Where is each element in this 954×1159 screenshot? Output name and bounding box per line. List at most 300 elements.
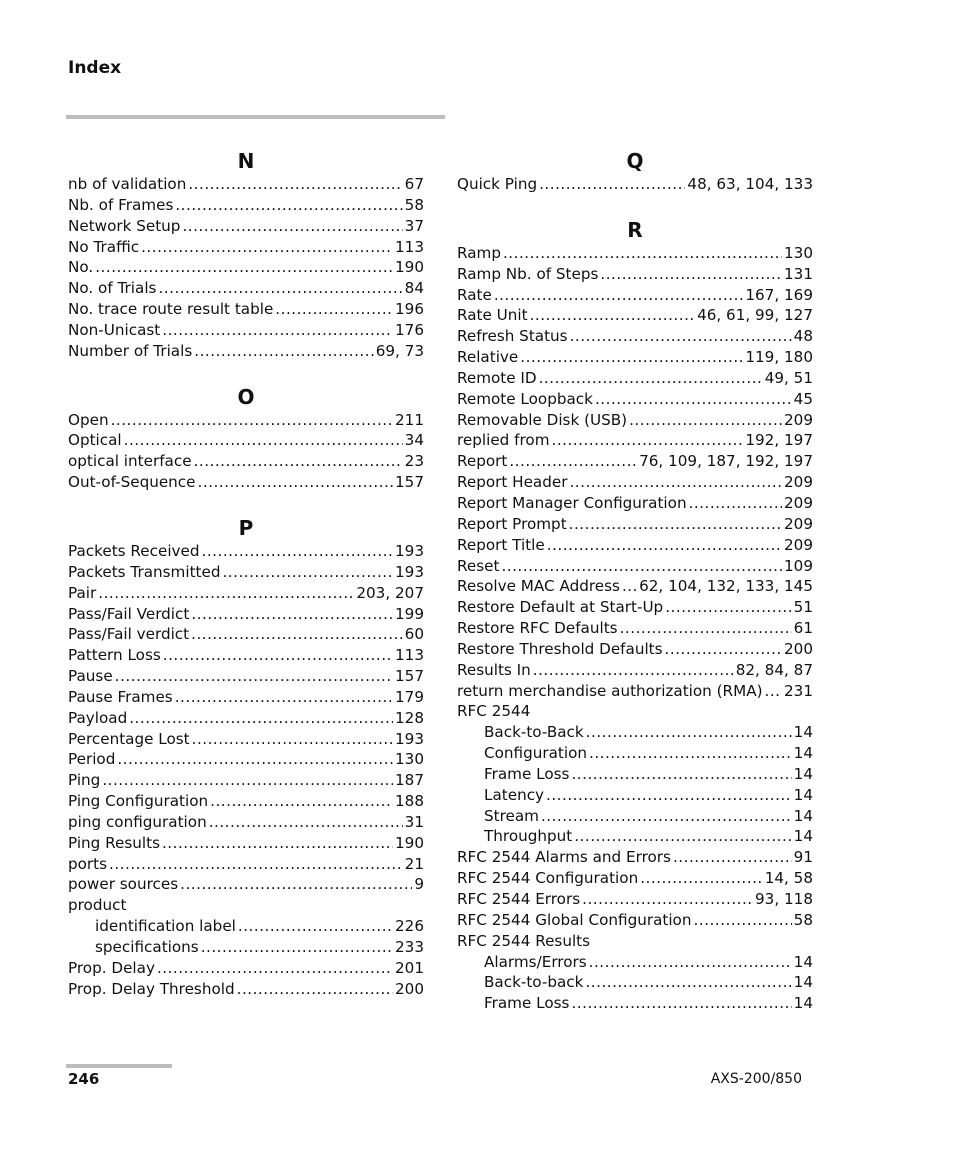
index-subentry xyxy=(457,972,813,993)
product-model: AXS-200/850 xyxy=(710,1071,802,1087)
index-entry xyxy=(457,597,813,618)
index-entry xyxy=(457,389,813,410)
index-pages: 190 xyxy=(395,833,424,852)
index-pages: 14 xyxy=(793,744,813,763)
index-pages: 199 xyxy=(395,604,424,623)
dot-leader xyxy=(665,597,791,618)
index-term: Remote ID xyxy=(457,368,537,387)
dot-leader xyxy=(620,618,792,639)
dot-leader xyxy=(222,562,393,583)
section-gap xyxy=(68,362,424,384)
index-term: Stream xyxy=(484,806,539,825)
index-entry xyxy=(68,604,424,625)
index-pages: 157 xyxy=(395,473,424,492)
index-entry xyxy=(457,847,813,868)
index-pages: 14 xyxy=(793,952,813,971)
index-term: Latency xyxy=(484,785,545,804)
dot-leader xyxy=(180,874,412,895)
dot-leader xyxy=(589,952,792,973)
index-pages: 167, 169 xyxy=(745,285,813,304)
index-pages: 34 xyxy=(404,431,424,450)
dot-leader xyxy=(194,451,403,472)
index-entry xyxy=(457,305,813,326)
index-subentry xyxy=(68,937,424,958)
index-pages: 14 xyxy=(793,994,813,1013)
dot-leader xyxy=(192,729,393,750)
index-pages: 211 xyxy=(395,410,424,429)
index-term: Resolve MAC Address xyxy=(457,577,620,596)
index-entry xyxy=(68,320,424,341)
index-pages: 200 xyxy=(784,639,813,658)
dot-leader xyxy=(533,660,734,681)
index-pages: 201 xyxy=(395,958,424,977)
index-pages: 196 xyxy=(395,300,424,319)
index-pages: 200 xyxy=(395,979,424,998)
index-term: Restore Threshold Defaults xyxy=(457,639,663,658)
index-entry xyxy=(68,895,424,916)
dot-leader xyxy=(210,791,393,812)
index-term: Report Prompt xyxy=(457,514,567,533)
dot-leader xyxy=(158,278,402,299)
index-entry xyxy=(68,770,424,791)
index-pages: 46, 61, 99, 127 xyxy=(697,306,813,325)
index-term: Alarms/Errors xyxy=(484,952,587,971)
index-pages: 9 xyxy=(414,875,424,894)
index-entry xyxy=(457,681,813,702)
index-pages: 37 xyxy=(404,216,424,235)
index-pages: 131 xyxy=(784,264,813,283)
dot-leader xyxy=(129,708,393,729)
dot-leader xyxy=(595,389,792,410)
index-term: return merchandise authorization (RMA) xyxy=(457,681,763,700)
index-term: Frame Loss xyxy=(484,764,570,783)
index-entry xyxy=(68,237,424,258)
index-term: Ping Configuration xyxy=(68,792,209,811)
index-term: Remote Loopback xyxy=(457,389,593,408)
index-pages: 128 xyxy=(395,708,424,727)
index-pages: 130 xyxy=(784,243,813,262)
dot-leader xyxy=(175,687,393,708)
index-entry xyxy=(68,299,424,320)
index-entry xyxy=(68,854,424,875)
index-entry xyxy=(457,868,813,889)
section-letter: N xyxy=(237,149,255,173)
index-pages: 82, 84, 87 xyxy=(735,660,813,679)
index-entry xyxy=(457,493,813,514)
index-entry xyxy=(457,451,813,472)
index-entry xyxy=(68,341,424,362)
index-pages: 14 xyxy=(793,973,813,992)
index-term: Back-to-back xyxy=(484,973,584,992)
index-term: Network Setup xyxy=(68,216,181,235)
index-pages: 209 xyxy=(784,514,813,533)
index-entry xyxy=(68,451,424,472)
index-term: nb of validation xyxy=(68,175,187,193)
index-entry xyxy=(457,264,813,285)
index-term: RFC 2544 Results xyxy=(457,931,591,950)
index-pages: 14 xyxy=(793,806,813,825)
index-term: Pause Frames xyxy=(68,687,173,706)
dot-leader xyxy=(689,493,782,514)
index-entry xyxy=(457,556,813,577)
index-term: Packets Transmitted xyxy=(68,562,221,581)
dot-leader xyxy=(582,889,753,910)
index-entry xyxy=(68,195,424,216)
index-term: Removable Disk (USB) xyxy=(457,410,628,429)
index-entry xyxy=(68,749,424,770)
dot-leader xyxy=(693,910,791,931)
index-entry xyxy=(68,874,424,895)
index-term: identification label xyxy=(95,917,236,936)
index-entry xyxy=(457,514,813,535)
index-pages: 209 xyxy=(784,473,813,492)
index-term: Payload xyxy=(68,708,128,727)
index-column-right xyxy=(457,148,813,1014)
index-pages: 192, 197 xyxy=(745,431,813,450)
dot-leader xyxy=(182,216,402,237)
index-pages: 14 xyxy=(793,764,813,783)
index-term: RFC 2544 Configuration xyxy=(457,869,639,888)
index-pages: 119, 180 xyxy=(745,348,813,367)
index-term: Reset xyxy=(457,556,500,575)
index-entry xyxy=(68,958,424,979)
index-term: Ramp Nb. of Steps xyxy=(457,264,599,283)
dot-leader xyxy=(494,285,744,306)
index-subentry xyxy=(457,722,813,743)
dot-leader xyxy=(111,410,393,431)
index-term: RFC 2544 Errors xyxy=(457,890,581,908)
index-entry xyxy=(68,624,424,645)
index-term: specifications xyxy=(95,938,199,956)
page-header-title: Index xyxy=(68,58,122,78)
index-entry xyxy=(457,174,813,195)
section-letter: R xyxy=(627,217,643,242)
index-pages: 14 xyxy=(793,723,813,742)
dot-leader xyxy=(501,556,782,577)
index-term: Refresh Status xyxy=(457,327,568,346)
index-entry xyxy=(457,576,813,597)
index-entry xyxy=(68,812,424,833)
dot-leader xyxy=(95,257,393,278)
index-pages: 61 xyxy=(793,619,813,638)
index-pages: 109 xyxy=(784,556,813,575)
dot-leader xyxy=(509,451,637,472)
index-entry xyxy=(68,410,424,431)
index-term: Pass/Fail Verdict xyxy=(68,604,190,623)
index-pages: 76, 109, 187, 192, 197 xyxy=(639,452,813,471)
index-pages: 231 xyxy=(784,681,813,700)
dot-leader xyxy=(640,868,762,889)
dot-leader xyxy=(117,749,393,770)
index-term: Report Header xyxy=(457,473,568,492)
index-subentry xyxy=(457,785,813,806)
index-entry xyxy=(68,583,424,604)
dot-leader xyxy=(275,299,393,320)
index-pages: 84 xyxy=(404,279,424,298)
dot-leader xyxy=(765,681,782,702)
dot-leader xyxy=(201,937,393,958)
index-pages: 113 xyxy=(395,237,424,256)
index-entry xyxy=(457,368,813,389)
dot-leader xyxy=(665,639,782,660)
index-term: Throughput xyxy=(484,827,573,846)
dot-leader xyxy=(98,583,354,604)
index-term: Configuration xyxy=(484,744,587,763)
index-term: Relative xyxy=(457,348,519,367)
index-pages: 48 xyxy=(793,327,813,346)
index-column-left xyxy=(68,148,424,1000)
index-term: Ping Results xyxy=(68,833,160,852)
index-pages: 113 xyxy=(395,646,424,665)
index-entry xyxy=(457,326,813,347)
page-number: 246 xyxy=(68,1070,100,1088)
index-pages: 23 xyxy=(404,452,424,471)
dot-leader xyxy=(202,541,393,562)
index-pages: 226 xyxy=(395,917,424,936)
index-pages: 176 xyxy=(395,320,424,339)
index-entry xyxy=(457,472,813,493)
index-entry xyxy=(457,931,813,952)
index-subentry xyxy=(457,826,813,847)
index-entry xyxy=(68,541,424,562)
dot-leader xyxy=(539,368,763,389)
index-term: Frame Loss xyxy=(484,994,570,1013)
dot-leader xyxy=(102,770,393,791)
index-entry xyxy=(68,257,424,278)
dot-leader xyxy=(539,174,685,195)
index-term: product xyxy=(68,896,127,915)
index-term: Restore Default at Start-Up xyxy=(457,598,664,617)
dot-leader xyxy=(547,535,782,556)
section-letter: O xyxy=(237,384,255,409)
dot-leader xyxy=(115,666,393,687)
dot-leader xyxy=(109,854,403,875)
index-pages: 60 xyxy=(404,625,424,644)
index-entry xyxy=(457,410,813,431)
index-pages: 67 xyxy=(404,175,424,193)
dot-leader xyxy=(188,174,402,195)
index-term: Back-to-Back xyxy=(484,723,584,742)
index-entry xyxy=(457,243,813,264)
index-pages: 130 xyxy=(395,750,424,769)
index-term: Pair xyxy=(68,583,97,602)
dot-leader xyxy=(673,847,792,868)
footer-rule xyxy=(66,1064,172,1068)
index-pages: 69, 73 xyxy=(375,341,424,360)
index-subentry xyxy=(457,764,813,785)
dot-leader xyxy=(141,237,393,258)
index-pages: 190 xyxy=(395,258,424,277)
index-term: Pass/Fail verdict xyxy=(68,625,190,644)
index-pages: 187 xyxy=(395,771,424,790)
header-rule xyxy=(66,115,445,119)
index-entry xyxy=(68,979,424,1000)
index-pages: 209 xyxy=(784,535,813,554)
index-term: optical interface xyxy=(68,452,192,471)
index-pages: 91 xyxy=(793,848,813,867)
index-term: RFC 2544 xyxy=(457,702,531,721)
dot-leader xyxy=(541,806,792,827)
index-pages: 193 xyxy=(395,541,424,560)
index-term: Prop. Delay xyxy=(68,958,155,977)
index-subentry xyxy=(457,952,813,973)
index-term: Restore RFC Defaults xyxy=(457,619,618,638)
index-entry xyxy=(68,666,424,687)
index-term: Prop. Delay Threshold xyxy=(68,979,235,998)
index-term: ping configuration xyxy=(68,812,207,831)
index-pages: 48, 63, 104, 133 xyxy=(687,175,813,193)
index-entry xyxy=(68,687,424,708)
index-pages: 58 xyxy=(404,195,424,214)
dot-leader xyxy=(191,604,393,625)
index-subentry xyxy=(457,993,813,1014)
index-term: RFC 2544 Alarms and Errors xyxy=(457,848,671,867)
index-entry xyxy=(68,278,424,299)
index-term: Optical xyxy=(68,431,122,450)
index-term: Nb. of Frames xyxy=(68,195,174,214)
index-term: Rate xyxy=(457,285,492,304)
index-pages: 209 xyxy=(784,493,813,512)
dot-leader xyxy=(569,472,782,493)
section-gap xyxy=(457,195,813,217)
index-pages: 58 xyxy=(793,910,813,929)
index-term: No Traffic xyxy=(68,237,140,256)
index-term: Report xyxy=(457,452,508,471)
dot-leader xyxy=(162,320,393,341)
dot-leader xyxy=(238,916,393,937)
index-term: power sources xyxy=(68,875,179,894)
dot-leader xyxy=(571,764,791,785)
index-pages: 51 xyxy=(793,598,813,617)
dot-leader xyxy=(503,243,782,264)
index-term: Period xyxy=(68,750,116,769)
index-entry xyxy=(457,660,813,681)
index-term: Quick Ping xyxy=(457,175,538,193)
dot-leader xyxy=(571,993,791,1014)
index-entry xyxy=(68,708,424,729)
dot-leader xyxy=(175,195,402,216)
index-pages: 193 xyxy=(395,729,424,748)
index-pages: 233 xyxy=(395,938,424,956)
index-term: Report Manager Configuration xyxy=(457,493,687,512)
index-entry xyxy=(457,889,813,910)
index-term: Report Title xyxy=(457,535,545,554)
index-term: ports xyxy=(68,854,108,873)
index-entry xyxy=(457,430,813,451)
index-pages: 93, 118 xyxy=(755,890,813,908)
index-pages: 157 xyxy=(395,667,424,686)
index-term: Open xyxy=(68,410,109,429)
index-pages: 209 xyxy=(784,410,813,429)
index-pages: 45 xyxy=(793,389,813,408)
dot-leader xyxy=(546,785,792,806)
index-entry xyxy=(68,562,424,583)
dot-leader xyxy=(585,972,791,993)
index-term: Rate Unit xyxy=(457,306,528,325)
index-pages: 179 xyxy=(395,687,424,706)
index-pages: 188 xyxy=(395,792,424,811)
index-term: Pattern Loss xyxy=(68,646,161,665)
index-term: Results In xyxy=(457,660,531,679)
dot-leader xyxy=(198,472,394,493)
index-subentry xyxy=(457,743,813,764)
section-letter: Q xyxy=(626,149,644,173)
index-pages: 31 xyxy=(404,812,424,831)
dot-leader xyxy=(194,341,373,362)
index-term: Ping xyxy=(68,771,101,790)
index-entry xyxy=(68,729,424,750)
dot-leader xyxy=(600,264,782,285)
index-entry xyxy=(68,833,424,854)
dot-leader xyxy=(163,645,393,666)
index-entry xyxy=(68,430,424,451)
dot-leader xyxy=(237,979,393,1000)
dot-leader xyxy=(586,722,792,743)
dot-leader xyxy=(574,826,791,847)
index-term: No. trace route result table xyxy=(68,300,274,319)
index-pages: 49, 51 xyxy=(764,368,813,387)
index-entry xyxy=(457,618,813,639)
index-term: Number of Trials xyxy=(68,341,193,360)
index-pages: 14 xyxy=(793,827,813,846)
index-pages: 62, 104, 132, 133, 145 xyxy=(639,577,813,596)
index-entry xyxy=(457,910,813,931)
dot-leader xyxy=(570,326,792,347)
index-term: Ramp xyxy=(457,243,501,262)
index-term: No. xyxy=(68,258,94,277)
index-entry xyxy=(68,472,424,493)
index-entry xyxy=(457,285,813,306)
index-term: No. of Trials xyxy=(68,279,157,298)
dot-leader xyxy=(622,576,637,597)
section-gap xyxy=(68,493,424,515)
dot-leader xyxy=(629,410,782,431)
dot-leader xyxy=(191,624,403,645)
dot-leader xyxy=(124,430,403,451)
index-entry xyxy=(68,645,424,666)
dot-leader xyxy=(520,347,743,368)
index-term: Out-of-Sequence xyxy=(68,473,196,492)
dot-leader xyxy=(552,430,744,451)
index-term: Non-Unicast xyxy=(68,320,161,339)
index-entry xyxy=(457,535,813,556)
dot-leader xyxy=(209,812,403,833)
index-subentry xyxy=(457,806,813,827)
index-entry xyxy=(457,639,813,660)
section-letter: P xyxy=(238,515,254,540)
index-entry xyxy=(68,174,424,195)
index-entry xyxy=(457,347,813,368)
index-entry xyxy=(68,216,424,237)
index-term: Percentage Lost xyxy=(68,729,190,748)
index-pages: 14, 58 xyxy=(764,869,813,888)
index-term: RFC 2544 Global Configuration xyxy=(457,910,692,929)
dot-leader xyxy=(530,305,695,326)
dot-leader xyxy=(569,514,782,535)
index-pages: 14 xyxy=(793,785,813,804)
index-entry xyxy=(68,791,424,812)
index-pages: 21 xyxy=(404,854,424,873)
index-pages: 203, 207 xyxy=(356,583,424,602)
index-pages: 193 xyxy=(395,562,424,581)
index-term: Pause xyxy=(68,667,113,686)
index-term: replied from xyxy=(457,431,550,450)
index-term: Packets Received xyxy=(68,541,200,560)
index-entry xyxy=(457,701,813,722)
dot-leader xyxy=(157,958,393,979)
dot-leader xyxy=(589,743,792,764)
index-subentry xyxy=(68,916,424,937)
